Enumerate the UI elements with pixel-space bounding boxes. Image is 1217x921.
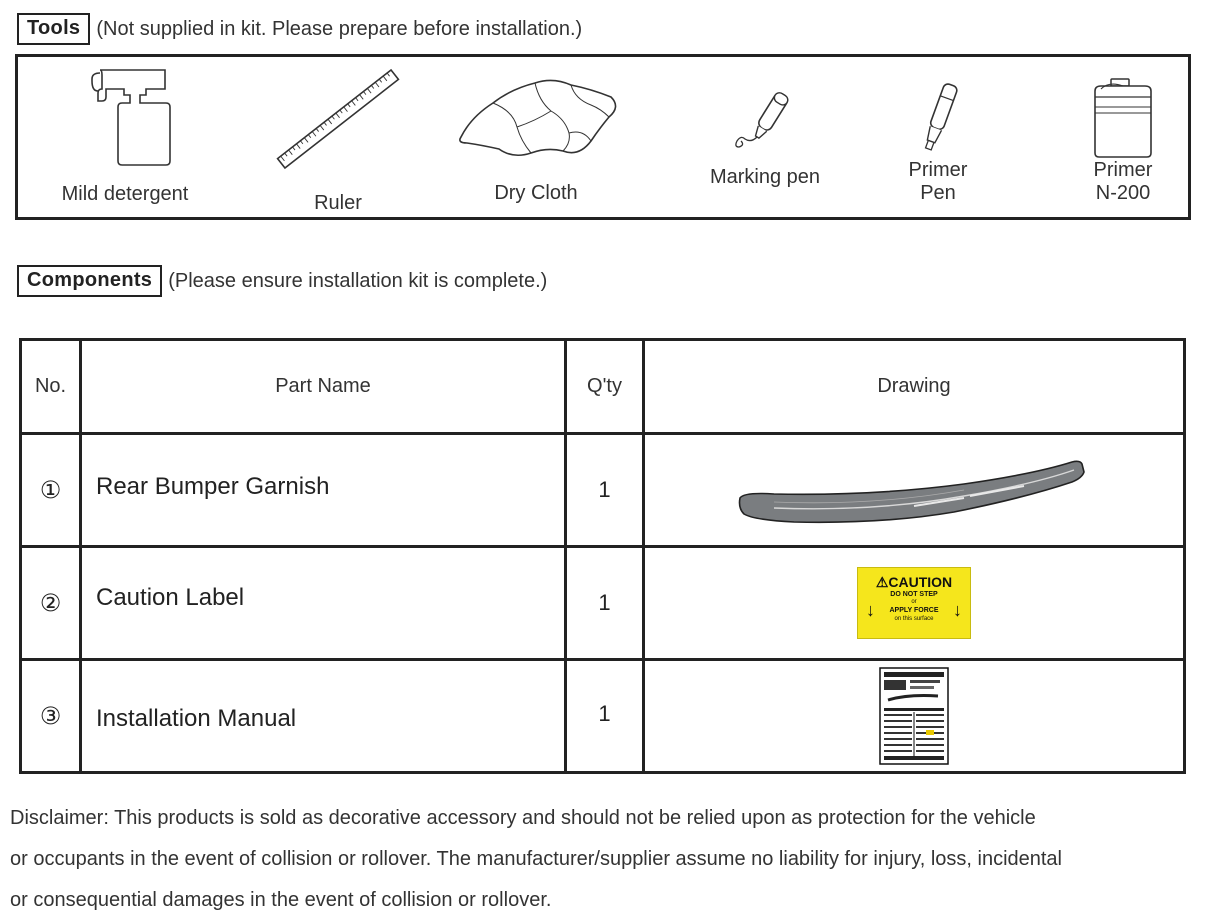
manual-thumbnail: [645, 661, 1183, 771]
tool-mild-detergent: [50, 67, 200, 206]
tool-label: Marking pen: [709, 166, 821, 188]
header-no: No.: [34, 375, 67, 397]
tool-label-line2: Pen: [920, 182, 956, 204]
tool-label: Mild detergent: [61, 183, 189, 205]
caution-line1: DO NOT STEP: [890, 591, 938, 598]
marking-pen-icon: [725, 85, 805, 157]
components-table: [19, 338, 1186, 774]
part-name: Installation Manual: [96, 705, 297, 732]
ruler-icon: [268, 67, 408, 177]
cloth-icon: [451, 71, 621, 171]
disclaimer-line: or consequential damages in the event of collision or rollover.: [10, 889, 552, 911]
tool-marking-pen: [690, 85, 840, 189]
disclaimer-line: Disclaimer: This products is sold as decorative accessory and should not be relied upon as protection for the vehicle: [10, 807, 1036, 829]
row-number: ①: [39, 476, 62, 504]
part-name: Caution Label: [96, 584, 245, 611]
components-title: Components: [17, 265, 162, 297]
manual-document-image: [878, 666, 950, 766]
caution-title: CAUTION: [888, 574, 953, 590]
down-arrow-icon: ↓: [866, 600, 875, 620]
primer-can-icon: [1087, 77, 1159, 159]
tool-ruler: [268, 67, 408, 215]
caution-line2: or: [911, 599, 917, 605]
down-arrow-icon: ↓: [953, 600, 962, 620]
header-qty: Q'ty: [587, 375, 622, 397]
detergent-bottle-icon: [70, 67, 180, 167]
warning-triangle-icon: ⚠: [875, 574, 889, 590]
part-qty: 1: [598, 590, 611, 615]
bumper-garnish-image: [734, 450, 1094, 530]
tool-label: Dry Cloth: [494, 182, 578, 204]
tool-primer-n200: [1073, 77, 1173, 205]
tools-panel: [15, 54, 1191, 220]
caution-line3: APPLY FORCE: [889, 607, 939, 614]
tools-note: (Not supplied in kit. Please prepare before installation.): [96, 17, 583, 40]
header-drawing: Drawing: [877, 375, 951, 397]
garnish-drawing: [645, 435, 1183, 545]
tool-label-line1: Primer: [1093, 159, 1153, 181]
part-name: Rear Bumper Garnish: [96, 473, 330, 500]
components-note: (Please ensure installation kit is complete.): [168, 269, 548, 292]
tools-heading: [17, 13, 582, 45]
disclaimer: [10, 798, 1215, 921]
caution-label-drawing: [645, 548, 1183, 658]
caution-line4: on this surface: [894, 616, 934, 622]
tools-title: Tools: [17, 13, 90, 45]
row-number: ③: [39, 702, 62, 730]
part-qty: 1: [598, 701, 611, 726]
part-qty: 1: [598, 477, 611, 502]
primer-pen-icon: [908, 79, 968, 159]
tool-label-line2: N-200: [1095, 182, 1151, 204]
row-number: ②: [39, 589, 62, 617]
header-part-name: Part Name: [275, 375, 371, 397]
tool-label-line1: Primer: [908, 159, 968, 181]
tool-label: Ruler: [314, 192, 362, 214]
disclaimer-line: or occupants in the event of collision or rollover. The manufacturer/supplier assume no liability for injury, loss, incidental: [10, 848, 1063, 870]
tool-dry-cloth: [446, 71, 626, 205]
caution-sticker: [857, 567, 971, 639]
components-heading: [17, 265, 547, 297]
tool-primer-pen: [888, 79, 988, 205]
